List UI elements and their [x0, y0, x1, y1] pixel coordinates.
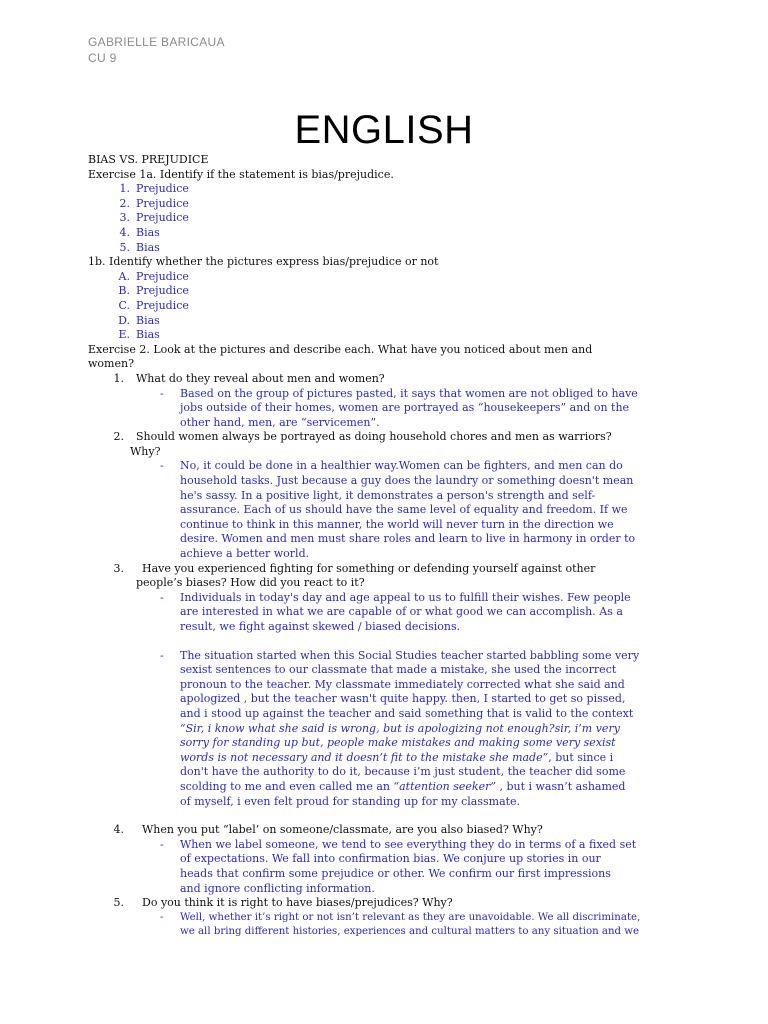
answer-3b [88, 649, 688, 810]
answer-line: household tasks. Just because a guy does the laundry or something doesn't mean [180, 474, 634, 488]
heading-line: Exercise 2. Look at the pictures and describe each. What have you noticed about men and [88, 342, 593, 356]
list-number: 1. [119, 182, 130, 196]
list-item [88, 284, 688, 299]
heading-line: women? [88, 357, 134, 371]
answer-line: No, it could be done in a healthier way.Women can be fighters, and men can do [180, 459, 623, 473]
list-item [88, 211, 688, 226]
exercise-1b-heading: 1b. Identify whether the pictures express bias/prejudice or not [88, 255, 439, 269]
page-title: ENGLISH [294, 108, 474, 152]
list-answer: Bias [136, 328, 160, 342]
list-number: 4. [119, 225, 130, 239]
question-number: 3. [113, 561, 124, 575]
list-letter: D. [118, 313, 130, 327]
list-letter: B. [118, 284, 130, 298]
answer-line: are interested in what we are capable of or what good we can accomplish. As a [180, 605, 623, 619]
question-text: When you put “label’ on someone/classmate, are you also biased? Why? [142, 823, 543, 837]
list-number: 5. [119, 240, 130, 254]
answer-line: he's sassy. In a positive light, it demonstrates a person's strength and self- [180, 488, 596, 502]
answer-line: Individuals in today's day and age appeal to us to fulfill their wishes. Few people [180, 590, 631, 604]
answer-line: achieve a better world. [180, 547, 310, 561]
quoted-speech: sorry for standing up but, people make mistakes and making some very sexist [180, 736, 616, 750]
list-answer: Prejudice [136, 196, 189, 210]
answer-line: we all bring different histories, experiences and cultural matters to any situation and we [180, 926, 640, 938]
list-item [88, 270, 688, 285]
list-item [88, 314, 688, 329]
list-answer: Bias [136, 225, 160, 239]
answer-fragment: scolding to me and even called me an [180, 779, 394, 793]
question-number: 5. [113, 896, 124, 910]
list-item [88, 226, 688, 241]
answer-line: desire. Women and men must share roles and learn to live in harmony in order to [180, 532, 636, 546]
answer-line: assurance. Each of us should have the same level of equality and freedom. If we [180, 503, 628, 517]
list-letter: A. [118, 269, 130, 283]
exercise-1b-list [88, 270, 688, 343]
topic-heading: BIAS VS. PREJUDICE [88, 153, 209, 166]
exercise-1a-list [88, 182, 688, 255]
student-section: CU 9 [88, 51, 117, 65]
exercise-1a-heading: Exercise 1a. Identify if the statement is bias/prejudice. [88, 167, 394, 181]
list-answer: Prejudice [136, 211, 189, 225]
quoted-speech: “attention seeker” [393, 779, 496, 793]
question-5 [88, 896, 688, 911]
list-answer: Bias [136, 313, 160, 327]
exercise-2-heading [88, 343, 688, 372]
question-text: What do they reveal about men and women? [136, 371, 385, 385]
answer-line: heads that confirm some prejudice or other. We confirm our first impressions [180, 866, 611, 880]
answer-4 [88, 838, 688, 896]
list-item [88, 182, 688, 197]
list-item [88, 241, 688, 256]
answer-line: continue to think in this manner, the world will never turn in the direction we [180, 517, 614, 531]
student-name: GABRIELLE BARICAUA [88, 35, 225, 49]
answer-fragment: , but i wasn’t ashamed [495, 779, 626, 793]
answer-line: jobs outside of their homes, women are portrayed as “housekeepers” and on the [180, 401, 630, 415]
list-item [88, 197, 688, 212]
answer-line: pronoun to the teacher. My classmate immediately corrected what she said and [180, 677, 625, 691]
answer-dash: - [160, 911, 164, 923]
answer-line: of expectations. We fall into confirmation bias. We conjure up stories in our [180, 852, 601, 866]
answer-line: apologized , but the teacher wasn't quite happy. then, I started to get so pissed, [180, 692, 626, 706]
question-text: people’s biases? How did you react to it? [136, 576, 365, 590]
answer-2 [88, 459, 688, 561]
answer-dash: - [160, 837, 164, 851]
answer-fragment: , but since i [548, 750, 614, 764]
list-answer: Bias [136, 240, 160, 254]
answer-line: and i stood up against the teacher and said something that is valid to the context [180, 706, 634, 720]
document-header [88, 34, 225, 66]
list-answer: Prejudice [136, 298, 189, 312]
list-item [88, 299, 688, 314]
question-number: 1. [113, 371, 124, 385]
answer-5 [88, 911, 688, 940]
list-item [88, 328, 688, 343]
question-2 [88, 430, 688, 459]
list-number: 3. [119, 211, 130, 225]
answer-line: The situation started when this Social Studies teacher started babbling some very [180, 648, 640, 662]
list-letter: C. [118, 298, 130, 312]
answer-line: of myself, i even felt proud for standing up for my classmate. [180, 794, 521, 808]
list-answer: Prejudice [136, 182, 189, 196]
answer-line: sexist sentences to our classmate that made a mistake, she used the incorrect [180, 663, 617, 677]
answer-line: and ignore conflicting information. [180, 881, 375, 895]
answer-dash: - [160, 386, 164, 400]
list-letter: E. [118, 328, 130, 342]
answer-dash: - [160, 459, 164, 473]
answer-3a [88, 591, 688, 635]
answer-line: Based on the group of pictures pasted, it says that women are not obliged to have [180, 386, 638, 400]
question-4 [88, 823, 688, 838]
list-number: 2. [119, 196, 130, 210]
document-body [88, 153, 688, 940]
quoted-speech: “Sir, i know what she said is wrong, but is apologizing not enough?sir, i’m very [180, 721, 620, 735]
answer-line: other hand, men, are “servicemen”. [180, 415, 380, 429]
list-answer: Prejudice [136, 284, 189, 298]
answer-line: Well, whether it’s right or not isn’t relevant as they are unavoidable. We all discriminate, [180, 911, 641, 923]
question-1 [88, 372, 688, 387]
list-answer: Prejudice [136, 269, 189, 283]
answer-line: When we label someone, we tend to see everything they do in terms of a fixed set [180, 837, 637, 851]
question-text: Do you think it is right to have biases/prejudices? Why? [142, 896, 453, 910]
answer-1 [88, 387, 688, 431]
answer-dash: - [160, 648, 164, 662]
quoted-speech: words is not necessary and it doesn’t fit to the mistake she made” [180, 750, 549, 764]
question-text: Why? [130, 444, 161, 458]
answer-line: result, we fight against skewed / biased decisions. [180, 620, 461, 633]
question-3 [88, 562, 688, 591]
question-text: Should women always be portrayed as doing household chores and men as warriors? [136, 430, 612, 444]
question-number: 4. [113, 823, 124, 837]
answer-line: don't have the authority to do it, because i’m just student, the teacher did some [180, 765, 626, 779]
question-text: Have you experienced fighting for something or defending yourself against other [142, 561, 596, 575]
answer-dash: - [160, 590, 164, 604]
question-number: 2. [113, 430, 124, 444]
